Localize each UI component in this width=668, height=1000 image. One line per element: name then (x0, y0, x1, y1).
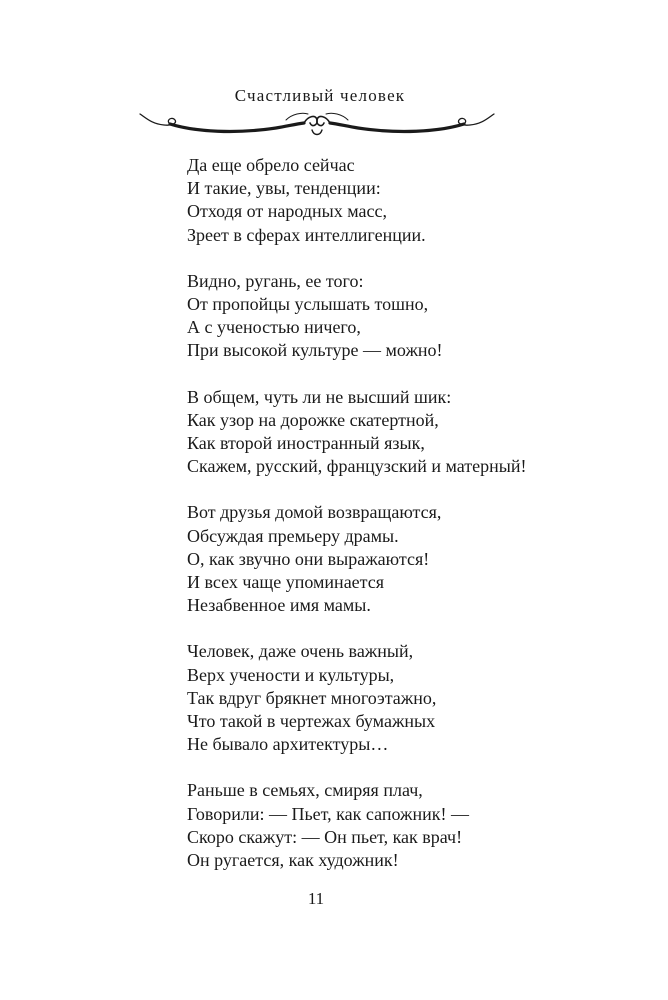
poem-line: Отходя от народных масс, (187, 201, 387, 222)
poem-line: Как узор на дорожке скатертной, (187, 409, 439, 430)
poem-line: О, как звучно они выражаются! (187, 548, 430, 569)
stanza (187, 501, 627, 617)
poem-line: В общем, чуть ли не высший шик: (187, 386, 452, 407)
poem-line: Скоро скажут: — Он пьет, как врач! (187, 826, 463, 847)
poem-line: Незабвенное имя мамы. (187, 595, 371, 616)
page-number: 11 (307, 889, 325, 908)
poem-line: Так вдруг брякнет многоэтажно, (187, 687, 437, 708)
stanza (187, 640, 627, 756)
poem-line: Скажем, русский, французский и матерный! (187, 456, 527, 477)
running-title: Счастливый человек (234, 86, 406, 105)
poem-line: При высокой культуре — можно! (187, 340, 443, 361)
stanza (187, 386, 627, 479)
poem-line: Говорили: — Пьет, как сапожник! — (187, 803, 469, 824)
poem-line: Не бывало архитектуры… (187, 734, 389, 755)
poem-line: Зреет в сферах интеллигенции. (187, 224, 426, 245)
poem-line: Как второй иностранный язык, (187, 433, 425, 454)
poem-line: Он ругается, как художник! (187, 850, 399, 871)
poem-body (187, 154, 627, 895)
poem-line: Да еще обрело сейчас (187, 155, 355, 175)
flourish-divider-icon (136, 108, 498, 142)
poem-line: От пропойцы услышать тошно, (187, 294, 429, 315)
poem-line: И такие, увы, тенденции: (187, 178, 381, 199)
stanza (187, 270, 627, 363)
poem-line: Верх учености и культуры, (187, 664, 395, 685)
poem-line: Обсуждая премьеру драмы. (187, 525, 399, 546)
poem-line: Раньше в семьях, смиряя плач, (187, 780, 423, 801)
poem-line: И всех чаще упоминается (187, 572, 385, 593)
poem-line: Видно, ругань, ее того: (187, 270, 364, 291)
poem-line: Вот друзья домой возвращаются, (187, 502, 442, 523)
stanza (187, 154, 627, 247)
poem-line: Человек, даже очень важный, (187, 641, 414, 662)
poem-line: Что такой в чертежах бумажных (187, 711, 436, 732)
poem-line: А с ученостью ничего, (187, 317, 361, 338)
stanza (187, 779, 627, 872)
